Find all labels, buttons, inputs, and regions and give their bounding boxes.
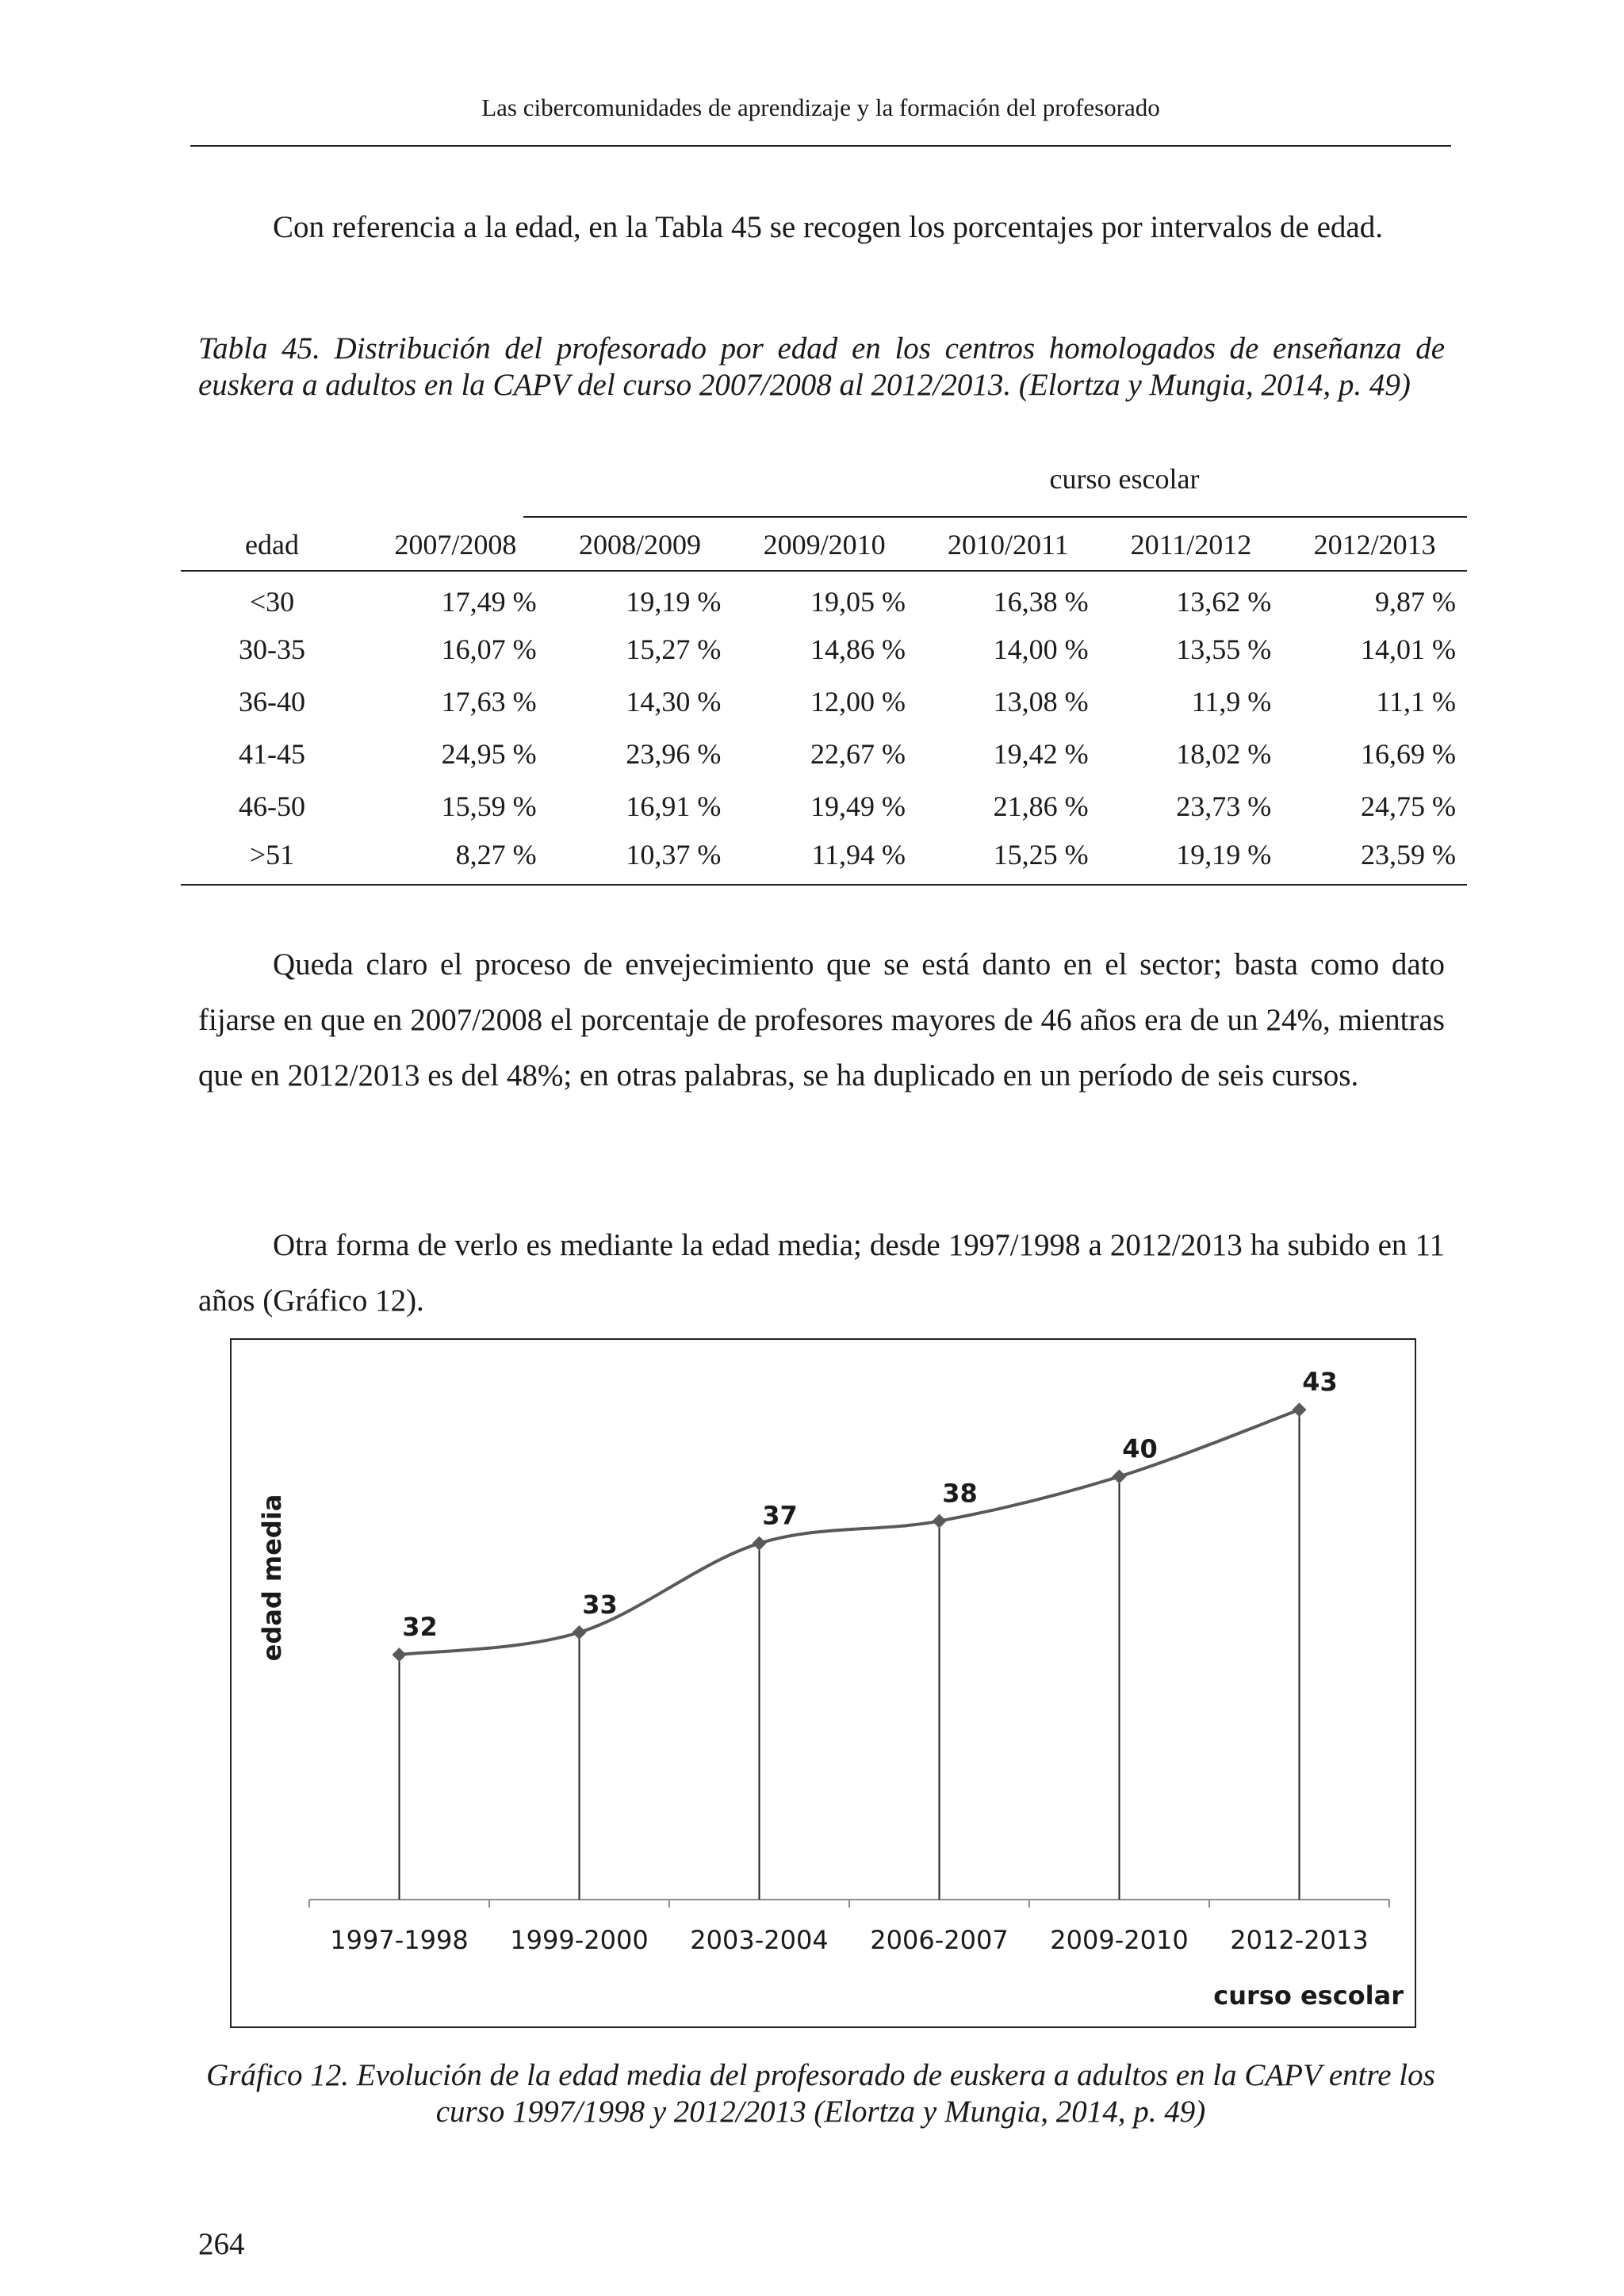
percentage-cell: 18,02 % xyxy=(1176,738,1272,770)
percentage-cell: 13,62 % xyxy=(1176,585,1272,618)
percentage-cell: 11,94 % xyxy=(811,838,906,871)
percentage-cell: 16,38 % xyxy=(993,585,1089,618)
average-age-paragraph xyxy=(198,1218,1445,1329)
aging-paragraph-text: Queda claro el proceso de envejecimiento que se está danto en el sector; basta como dato fijarse en que en 2007/2008 el porcentaje de profesores mayores de 46 años era de un 24%, mientras que en 2012/2013 es del 48%; en otras palabras, se ha duplicado en un período de seis cursos. xyxy=(198,947,1445,1093)
percentage-cell: 10,37 % xyxy=(626,838,722,871)
aging-paragraph xyxy=(198,937,1445,1104)
table-row xyxy=(181,675,1467,728)
percentage-cell: 11,1 % xyxy=(1376,686,1456,718)
percentage-cell: 14,01 % xyxy=(1361,633,1456,665)
x-tick-label: 2012-2013 xyxy=(1230,1925,1369,1955)
percentage-cell: 15,25 % xyxy=(993,838,1089,871)
column-header-year: 2011/2012 xyxy=(1130,529,1252,561)
page-number: 264 xyxy=(198,2227,245,2261)
data-point-marker xyxy=(933,1514,947,1529)
percentage-cell: 19,05 % xyxy=(810,585,906,618)
x-tick-label: 1997-1998 xyxy=(330,1925,469,1955)
data-label: 38 xyxy=(942,1478,978,1509)
data-point-marker xyxy=(753,1536,767,1551)
data-label: 32 xyxy=(402,1612,438,1643)
percentage-cell: 19,42 % xyxy=(993,738,1089,770)
percentage-cell: 23,59 % xyxy=(1361,838,1456,871)
column-header-year: 2008/2009 xyxy=(579,529,702,561)
age-range-cell: 36-40 xyxy=(239,686,305,718)
table-group-header: curso escolar xyxy=(1049,463,1200,495)
percentage-cell: 16,07 % xyxy=(441,633,537,665)
running-header: Las cibercomunidades de aprendizaje y la formación del profesorado xyxy=(481,94,1160,121)
percentage-cell: 14,86 % xyxy=(810,633,906,665)
x-tick-label: 2009-2010 xyxy=(1050,1925,1189,1955)
y-axis-label: edad media xyxy=(257,1494,287,1662)
column-header-year: 2012/2013 xyxy=(1313,529,1436,561)
average-age-paragraph-text: Otra forma de verlo es mediante la edad media; desde 1997/1998 a 2012/2013 ha subido en 11 años (Gráfico 12). xyxy=(198,1228,1445,1318)
data-label: 43 xyxy=(1302,1367,1338,1398)
percentage-cell: 24,75 % xyxy=(1361,790,1456,822)
percentage-cell: 14,30 % xyxy=(626,686,722,718)
percentage-cell: 19,49 % xyxy=(810,790,906,822)
x-tick-label: 1999-2000 xyxy=(510,1925,649,1955)
percentage-cell: 15,27 % xyxy=(626,633,722,665)
average-age-chart xyxy=(230,1338,1416,2028)
table-row xyxy=(181,728,1467,780)
data-label: 33 xyxy=(582,1590,618,1620)
table-group-rule xyxy=(523,516,1467,518)
percentage-cell: 13,08 % xyxy=(993,686,1089,718)
x-tick-label: 2003-2004 xyxy=(690,1925,829,1955)
data-point-marker xyxy=(573,1625,587,1640)
table-caption: Tabla 45. Distribución del profesorado por edad en los centros homologados de enseñanza de euskera a adultos en la CAPV del curso 2007/2008 al 2012/2013. (Elortza y Mungia, 2014, p. 49) xyxy=(198,331,1445,402)
intro-paragraph-text: Con referencia a la edad, en la Tabla 45 se recogen los porcentajes por intervalos de edad. xyxy=(273,210,1383,244)
percentage-cell: 22,67 % xyxy=(810,738,906,770)
percentage-cell: 23,73 % xyxy=(1176,790,1272,822)
data-point-marker xyxy=(393,1647,407,1662)
percentage-cell: 24,95 % xyxy=(441,738,537,770)
column-header-year: 2010/2011 xyxy=(948,529,1069,561)
age-range-cell: 41-45 xyxy=(239,738,305,770)
header-divider xyxy=(190,145,1451,147)
data-label: 40 xyxy=(1122,1433,1158,1464)
percentage-cell: 23,96 % xyxy=(626,738,722,770)
percentage-cell: 17,49 % xyxy=(441,585,537,618)
age-range-cell: 30-35 xyxy=(239,633,305,665)
age-range-cell: >51 xyxy=(249,838,295,871)
intro-paragraph xyxy=(198,200,1445,255)
percentage-cell: 9,87 % xyxy=(1375,585,1456,618)
percentage-cell: 13,55 % xyxy=(1176,633,1272,665)
percentage-cell: 15,59 % xyxy=(441,790,537,822)
data-table xyxy=(181,519,1467,886)
data-point-marker xyxy=(1293,1402,1307,1417)
percentage-cell: 16,69 % xyxy=(1361,738,1456,770)
table-header-row xyxy=(181,519,1467,571)
percentage-cell: 8,27 % xyxy=(455,838,537,871)
table-row xyxy=(181,623,1467,675)
percentage-cell: 14,00 % xyxy=(993,633,1089,665)
table-row xyxy=(181,832,1467,885)
chart-canvas xyxy=(232,1340,1415,2026)
table-row xyxy=(181,780,1467,832)
percentage-cell: 11,9 % xyxy=(1191,686,1272,718)
data-point-marker xyxy=(1113,1469,1127,1483)
column-header-year: 2007/2008 xyxy=(394,529,517,561)
figure-caption: Gráfico 12. Evolución de la edad media del profesorado de euskera a adultos en la CAPV entre los curso 1997/1998 y 2012/2013 (Elortza y Mungia, 2014, p. 49) xyxy=(206,2058,1435,2129)
x-tick-label: 2006-2007 xyxy=(870,1925,1009,1955)
age-range-cell: <30 xyxy=(249,585,295,618)
column-header-year: 2009/2010 xyxy=(763,529,886,561)
percentage-cell: 21,86 % xyxy=(993,790,1089,822)
column-header-edad: edad xyxy=(245,529,299,561)
percentage-cell: 19,19 % xyxy=(1176,838,1272,871)
age-range-cell: 46-50 xyxy=(239,790,305,822)
x-axis-label: curso escolar xyxy=(1213,1980,1404,2011)
percentage-cell: 12,00 % xyxy=(810,686,906,718)
table-row xyxy=(181,571,1467,623)
percentage-cell: 16,91 % xyxy=(626,790,722,822)
percentage-cell: 17,63 % xyxy=(441,686,537,718)
data-label: 37 xyxy=(762,1500,798,1531)
series-line xyxy=(400,1410,1300,1655)
percentage-cell: 19,19 % xyxy=(626,585,722,618)
